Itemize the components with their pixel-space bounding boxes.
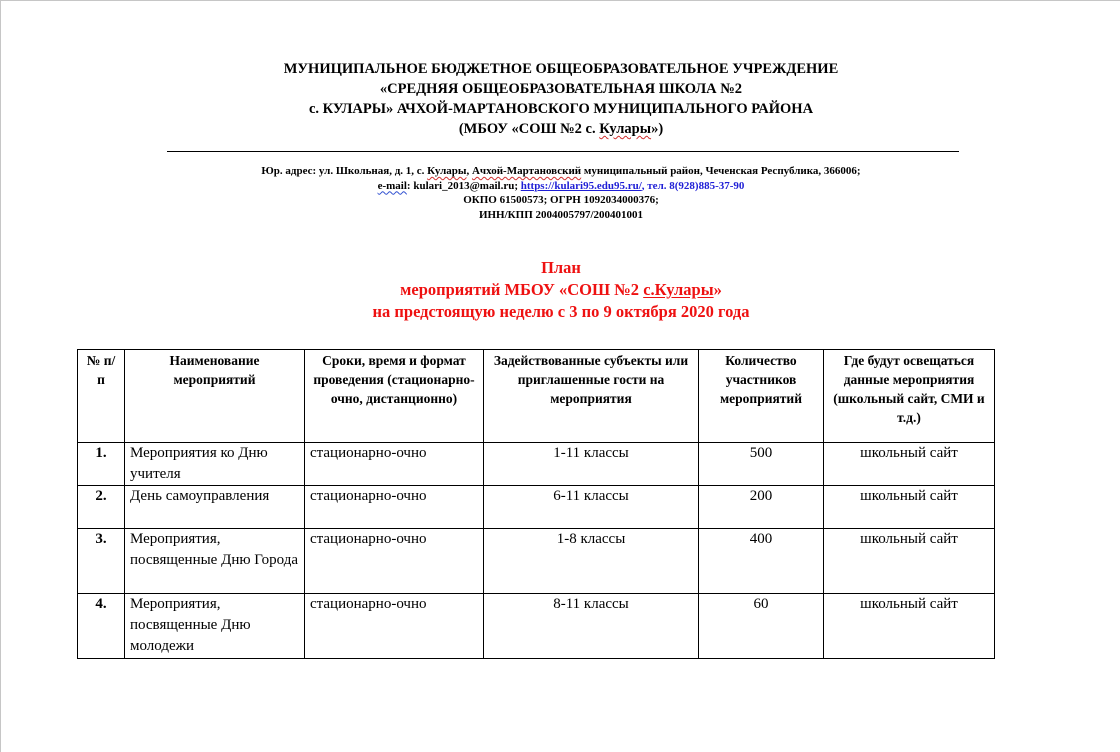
- header-line-4-village: Кулары: [599, 121, 652, 137]
- table-row: [78, 443, 995, 486]
- header-line-1: МУНИЦИПАЛЬНОЕ БЮДЖЕТНОЕ ОБЩЕОБРАЗОВАТЕЛЬНОЕ УЧРЕЖДЕНИЕ: [283, 61, 839, 77]
- header-format: Сроки, время и формат проведения (стационарно-очно, дистанционно): [305, 350, 484, 443]
- title-line-3: на предстоящую неделю с 3 по 9 октября 2020 года: [372, 302, 750, 321]
- inn-kpp: ИНН/КПП 2004005797/200401001: [478, 208, 644, 221]
- table-row: [78, 529, 995, 594]
- title-line-2-prefix: мероприятий МБОУ «СОШ №2: [400, 280, 644, 299]
- contacts-block: [1, 164, 1120, 222]
- table-header-row: [78, 350, 995, 443]
- title-line-2-village: с.Кулары: [643, 280, 714, 299]
- phone-number: , тел. 8(928)885-37-90: [641, 179, 745, 192]
- cell-number: 3.: [78, 529, 125, 594]
- plan-title: [1, 257, 1120, 323]
- email-value: : kulari_2013@mail.ru;: [406, 179, 521, 192]
- table-row: [78, 594, 995, 659]
- events-table: [77, 349, 995, 659]
- cell-number: 2.: [78, 486, 125, 529]
- cell-count: 400: [699, 529, 824, 594]
- cell-count: 500: [699, 443, 824, 486]
- address-prefix: Юр. адрес: ул. Школьная, д. 1, с.: [261, 165, 428, 177]
- cell-number: 1.: [78, 443, 125, 486]
- contact-line: [1, 179, 1120, 194]
- cell-participants: 6-11 классы: [484, 486, 699, 529]
- cell-count: 200: [699, 486, 824, 529]
- header-line-3: с. КУЛАРЫ» АЧХОЙ-МАРТАНОВСКОГО МУНИЦИПАЛЬНОГО РАЙОНА: [308, 101, 814, 117]
- website-link[interactable]: https://kulari95.edu95.ru/: [520, 179, 642, 192]
- address-separator: ,: [466, 165, 472, 177]
- table-row: [78, 486, 995, 529]
- legal-address: [1, 164, 1120, 179]
- header-line-4: [1, 119, 1120, 139]
- header-participants: Задействованные субъекты или приглашенные гости на мероприятия: [484, 350, 699, 443]
- cell-count: 60: [699, 594, 824, 659]
- cell-participants: 1-8 классы: [484, 529, 699, 594]
- cell-format: стационарно-очно: [305, 443, 484, 486]
- cell-event-name: День самоуправления: [125, 486, 305, 529]
- header-number: № п/п: [78, 350, 125, 443]
- cell-event-name: Мероприятия, посвященные Дню Города: [125, 529, 305, 594]
- title-line-2: [1, 279, 1120, 301]
- email-label: e-mail: [377, 179, 407, 192]
- address-district: Ачхой-Мартановский: [471, 165, 582, 177]
- address-suffix: муниципальный район, Чеченская Республика, 366006;: [581, 165, 861, 177]
- title-line-1: План: [541, 258, 581, 277]
- cell-coverage: школьный сайт: [824, 529, 995, 594]
- cell-event-name: Мероприятия, посвященные Дню молодежи: [125, 594, 305, 659]
- cell-format: стационарно-очно: [305, 486, 484, 529]
- header-coverage: Где будут освещаться данные мероприятия (школьный сайт, СМИ и т.д.): [824, 350, 995, 443]
- header-line-4-prefix: (МБОУ «СОШ №2 с.: [458, 121, 600, 137]
- header-line-4-suffix: »): [651, 121, 664, 137]
- header-event-name: Наименование мероприятий: [125, 350, 305, 443]
- cell-format: стационарно-очно: [305, 594, 484, 659]
- header-divider: [167, 151, 959, 152]
- title-line-2-suffix: »: [713, 280, 722, 299]
- cell-number: 4.: [78, 594, 125, 659]
- cell-coverage: школьный сайт: [824, 443, 995, 486]
- cell-participants: 1-11 классы: [484, 443, 699, 486]
- header-line-2: «СРЕДНЯЯ ОБЩЕОБРАЗОВАТЕЛЬНАЯ ШКОЛА №2: [379, 81, 743, 97]
- cell-coverage: школьный сайт: [824, 594, 995, 659]
- school-header: [1, 59, 1120, 139]
- cell-format: стационарно-очно: [305, 529, 484, 594]
- okpo-ogrn: ОКПО 61500573; ОГРН 1092034000376;: [463, 194, 659, 206]
- cell-participants: 8-11 классы: [484, 594, 699, 659]
- header-count: Количество участников мероприятий: [699, 350, 824, 443]
- cell-event-name: Мероприятия ко Дню учителя: [125, 443, 305, 486]
- cell-coverage: школьный сайт: [824, 486, 995, 529]
- address-village: Кулары: [427, 165, 467, 177]
